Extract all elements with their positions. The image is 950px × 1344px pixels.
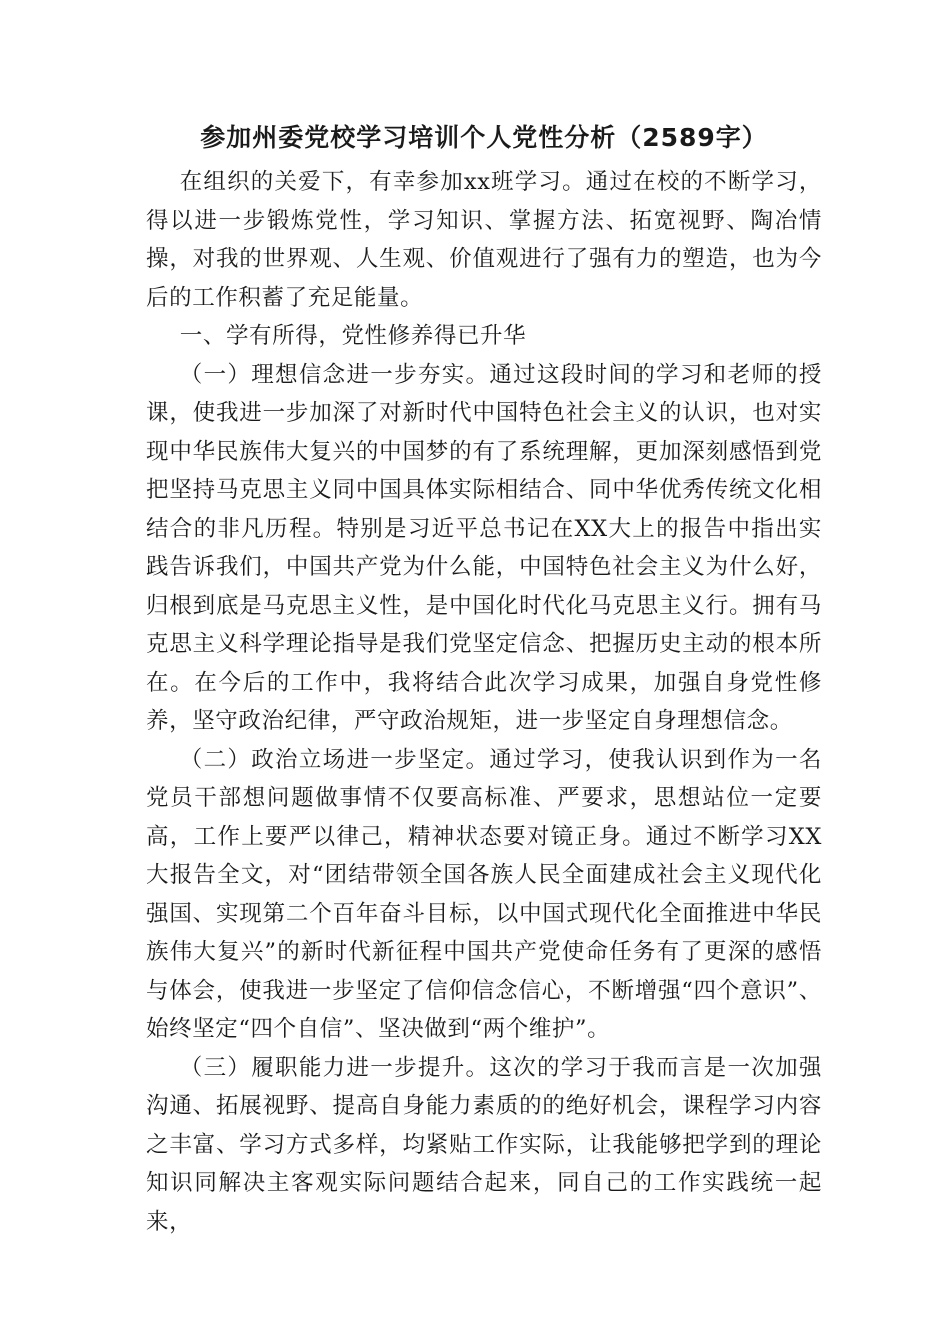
section-heading-1: 一、学有所得，党性修养得已升华: [179, 323, 527, 349]
subsection-paragraph-3: （三）履职能力进一步提升。这次的学习于我而言是一次加强沟通、拓展视野、提高自身能力素质的的绝好机会，课程学习内容之丰富、学习方式多样，均紧贴工作实际，让我能够把学到的理论知识同解决主客观实际问题结合起来，同自己的工作实践统一起来，: [146, 1054, 822, 1235]
document-title: 参加州委党校学习培训个人党性分析（2589字）: [200, 123, 768, 152]
document-page: [146, 118, 822, 1241]
intro-paragraph: 在组织的关爱下，有幸参加xx班学习。通过在校的不断学习，得以进一步锻炼党性，学习知识、掌握方法、拓宽视野、陶冶情操，对我的世界观、人生观、价值观进行了强有力的塑造，也为今后的工作积蓄了充足能量。: [146, 169, 822, 311]
subsection-paragraph-2: （二）政治立场进一步坚定。通过学习，使我认识到作为一名党员干部想问题做事情不仅要高标准、严要求，思想站位一定要高，工作上要严以律己，精神状态要对镜正身。通过不断学习XX大报告全文，对“团结带领全国各族人民全面建成社会主义现代化强国、实现第二个百年奋斗目标，以中国式现代化全面推进中华民族伟大复兴”的新时代新征程中国共产党使命任务有了更深的感悟与体会，使我进一步坚定了信仰信念信心，不断增强“四个意识”、始终坚定“四个自信”、坚决做到“两个维护”。: [146, 746, 822, 1042]
subsection-paragraph-1: （一）理想信念进一步夯实。通过这段时间的学习和老师的授课，使我进一步加深了对新时代中国特色社会主义的认识，也对实现中华民族伟大复兴的中国梦的有了系统理解，更加深刻感悟到党把坚持马克思主义同中国具体实际相结合、同中华优秀传统文化相结合的非凡历程。特别是习近平总书记在XX大上的报告中指出实践告诉我们，中国共产党为什么能，中国特色社会主义为什么好，归根到底是马克思主义性，是中国化时代化马克思主义行。拥有马克思主义科学理论指导是我们党坚定信念、把握历史主动的根本所在。在今后的工作中，我将结合此次学习成果，加强自身党性修养，坚守政治纪律，严守政治规矩，进一步坚定自身理想信念。: [146, 361, 822, 734]
